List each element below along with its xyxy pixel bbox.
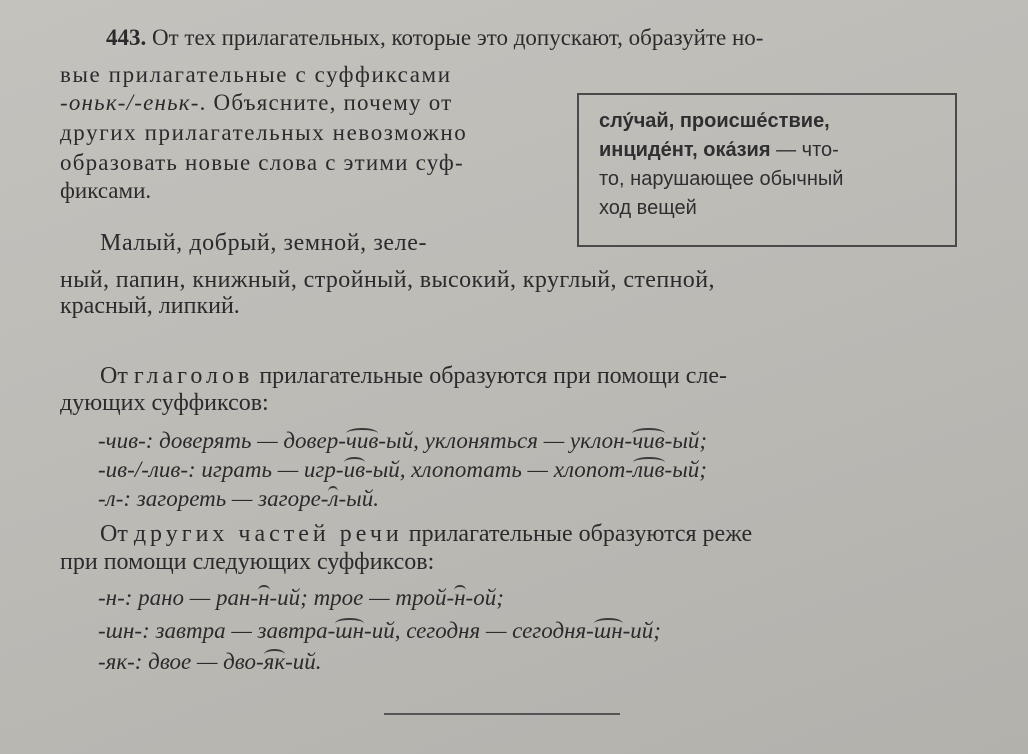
text: . Объясните, почему от — [199, 90, 453, 115]
example-line — [98, 648, 322, 676]
suffix-mark: н — [454, 585, 466, 610]
text: -ый; — [664, 428, 708, 453]
text: -шн-: завтра — завтра- — [98, 618, 336, 643]
text: -ый, уклоняться — уклон- — [378, 428, 633, 453]
rule-heading-line-2: при помощи следующих суффиксов: — [60, 549, 435, 575]
note-term: инциде́нт, ока́зия — [599, 139, 771, 161]
emphasis: глаголов — [133, 363, 254, 389]
example-line — [98, 427, 707, 455]
rule-heading-line-1 — [100, 520, 752, 548]
text: -чив-: доверять — довер- — [98, 428, 346, 453]
text: -ый; — [664, 457, 707, 482]
exercise-number: 443. — [106, 25, 147, 50]
example-line — [98, 617, 661, 645]
word-list-line-1: Малый, добрый, земной, зеле- — [100, 230, 428, 256]
text: -ый. — [338, 486, 379, 511]
suffix-mark: шн — [593, 618, 623, 643]
text: -ий; — [622, 618, 661, 643]
text: -як-: двое — дво- — [98, 649, 264, 674]
suffix-mark: лив — [633, 457, 665, 482]
emphasis: других частей речи — [133, 521, 403, 547]
section-divider — [384, 713, 620, 715]
exercise-intro-line-2: вые прилагательные с суффиксами — [60, 62, 452, 87]
suffix-mark: чив — [345, 428, 379, 453]
text: -ой; — [465, 585, 504, 610]
text: прилагательные образуются реже — [402, 521, 753, 547]
suffix-mark: ив — [343, 457, 366, 482]
text: -ив-/-лив-: играть — игр- — [98, 457, 344, 482]
example-line — [98, 456, 707, 484]
suffix-mark: чив — [632, 428, 665, 453]
text: -ий. — [285, 649, 322, 674]
text: От — [100, 363, 134, 389]
exercise-intro-line-4: других прилагательных невозможно — [60, 120, 468, 145]
text: От — [100, 521, 134, 547]
note-line-3: то, нарушающее обычный — [599, 168, 844, 190]
note-term: слу́чай, происше́ствие, — [599, 110, 830, 132]
note-line-4: ход вещей — [599, 197, 697, 219]
exercise-intro-line-6: фиксами. — [60, 178, 152, 203]
note-line-1 — [599, 107, 937, 136]
rule-heading-line-1 — [100, 362, 727, 390]
exercise-intro-line-3 — [60, 89, 452, 117]
suffix-mark: л — [328, 486, 339, 511]
text: От тех прилагательных, которые это допускают, образуйте но- — [152, 25, 764, 50]
word-list-line-2: ный, папин, книжный, стройный, высокий, круглый, степной, — [60, 267, 715, 293]
word-list-line-3: красный, липкий. — [60, 293, 240, 319]
note-line-2 — [599, 136, 937, 165]
text: -ий; трое — трой- — [269, 585, 455, 610]
rule-heading-line-2: дующих суффиксов: — [60, 390, 269, 416]
example-line — [98, 584, 504, 612]
text: -ий, сегодня — сегодня- — [364, 618, 594, 643]
suffix-mark: шн — [335, 618, 365, 643]
text: -л-: загореть — загоре- — [98, 486, 329, 511]
exercise-intro-line-1 — [106, 24, 763, 52]
note-definition: — что- — [770, 139, 839, 161]
suffix-mark: як — [263, 649, 286, 674]
text: -ый, хлопотать — хлопот- — [365, 457, 634, 482]
example-line — [98, 485, 379, 513]
exercise-intro-line-5: образовать новые слова с этими суф- — [60, 150, 464, 175]
vocabulary-note-box — [577, 93, 957, 247]
text: прилагательные образуются при помощи сле- — [253, 363, 727, 389]
text: -н-: рано — ран- — [98, 585, 259, 610]
suffix-mark: н — [258, 585, 270, 610]
suffix: -оньк-/-еньк- — [60, 90, 200, 115]
